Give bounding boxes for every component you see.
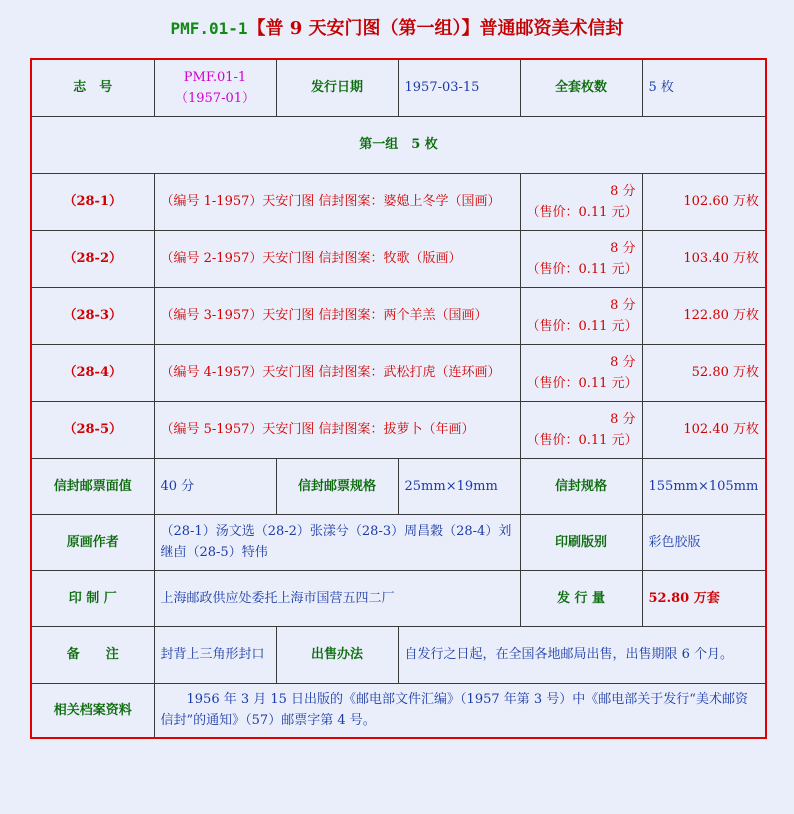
row-qty: 122.80 万枚 (642, 287, 766, 344)
archive-value: 1956 年 3 月 15 日出版的《邮电部文件汇编》（1957 年第 3 号）中《邮电部关于发行“美术邮资信封”的通知》（57）邮票字第 4 号。 (154, 683, 766, 738)
row-price-sale: （售价：0.11 元） (526, 204, 638, 220)
row-desc: （编号 4-1957）天安门图 信封图案：武松打虎（连环画） (154, 344, 520, 401)
printer-row (31, 570, 766, 626)
table-row (31, 401, 766, 458)
group-label: 第一组 5 枚 (31, 116, 766, 173)
stamp-spec-label: 信封邮票规格 (276, 458, 398, 514)
title-code: PMF.01-1 (170, 19, 248, 38)
print-method-value: 彩色胶版 (642, 514, 766, 570)
archive-row (31, 683, 766, 738)
stamp-info-table (30, 58, 767, 739)
row-price (520, 287, 642, 344)
id-value-line1: PMF.01-1 (183, 69, 247, 85)
stamp-spec-value: 25mm×19mm (398, 458, 520, 514)
row-price-sale: （售价：0.11 元） (526, 318, 638, 334)
row-price-face: 8 分 (610, 240, 636, 256)
notes-label: 备 注 (31, 626, 154, 683)
notes-row (31, 626, 766, 683)
row-price (520, 173, 642, 230)
title-text: 【普 9 天安门图（第一组）】普通邮资美术信封 (247, 18, 624, 39)
row-desc: （编号 3-1957）天安门图 信封图案：两个羊羔（国画） (154, 287, 520, 344)
artist-row (31, 514, 766, 570)
row-desc: （编号 2-1957）天安门图 信封图案：牧歌（版画） (154, 230, 520, 287)
group-row (31, 116, 766, 173)
envelope-spec-label: 信封规格 (520, 458, 642, 514)
row-qty: 103.40 万枚 (642, 230, 766, 287)
printer-value: 上海邮政供应处委托上海市国营五四二厂 (154, 570, 520, 626)
row-id: （28-4） (31, 344, 154, 401)
row-price (520, 230, 642, 287)
row-qty: 102.40 万枚 (642, 401, 766, 458)
artist-value: （28-1）汤文选（28-2）张漾兮（28-3）周昌穀（28-4）刘继卣（28-5）特伟 (154, 514, 520, 570)
row-id: （28-1） (31, 173, 154, 230)
face-value: 40 分 (154, 458, 276, 514)
archive-label: 相关档案资料 (31, 683, 154, 738)
row-price (520, 401, 642, 458)
row-price-face: 8 分 (610, 411, 636, 427)
table-row (31, 344, 766, 401)
row-id: （28-5） (31, 401, 154, 458)
page-title (0, 14, 794, 40)
row-desc: （编号 5-1957）天安门图 信封图案：拔萝卜（年画） (154, 401, 520, 458)
artist-label: 原画作者 (31, 514, 154, 570)
table-row (31, 287, 766, 344)
row-price-face: 8 分 (610, 183, 636, 199)
table-row (31, 173, 766, 230)
row-price (520, 344, 642, 401)
specs-row (31, 458, 766, 514)
row-price-sale: （售价：0.11 元） (526, 261, 638, 277)
issue-volume-value: 52.80 万套 (642, 570, 766, 626)
date-label: 发行日期 (276, 59, 398, 116)
notes-value: 封背上三角形封口 (154, 626, 276, 683)
set-value: 5 枚 (642, 59, 766, 116)
id-label: 志 号 (31, 59, 154, 116)
print-method-label: 印刷版别 (520, 514, 642, 570)
row-price-face: 8 分 (610, 297, 636, 313)
row-qty: 52.80 万枚 (642, 344, 766, 401)
printer-label: 印 制 厂 (31, 570, 154, 626)
set-label: 全套枚数 (520, 59, 642, 116)
row-qty: 102.60 万枚 (642, 173, 766, 230)
id-value-line2: （1957-01） (174, 90, 256, 106)
date-value: 1957-03-15 (398, 59, 520, 116)
sale-method-label: 出售办法 (276, 626, 398, 683)
issue-volume-label: 发 行 量 (520, 570, 642, 626)
row-id: （28-3） (31, 287, 154, 344)
envelope-spec-value: 155mm×105mm (642, 458, 766, 514)
row-price-sale: （售价：0.11 元） (526, 432, 638, 448)
header-row (31, 59, 766, 116)
id-value (154, 59, 276, 116)
sale-method-value: 自发行之日起，在全国各地邮局出售，出售期限 6 个月。 (398, 626, 766, 683)
table-row (31, 230, 766, 287)
row-price-face: 8 分 (610, 354, 636, 370)
row-desc: （编号 1-1957）天安门图 信封图案：婆媳上冬学（国画） (154, 173, 520, 230)
row-price-sale: （售价：0.11 元） (526, 375, 638, 391)
row-id: （28-2） (31, 230, 154, 287)
face-value-label: 信封邮票面值 (31, 458, 154, 514)
